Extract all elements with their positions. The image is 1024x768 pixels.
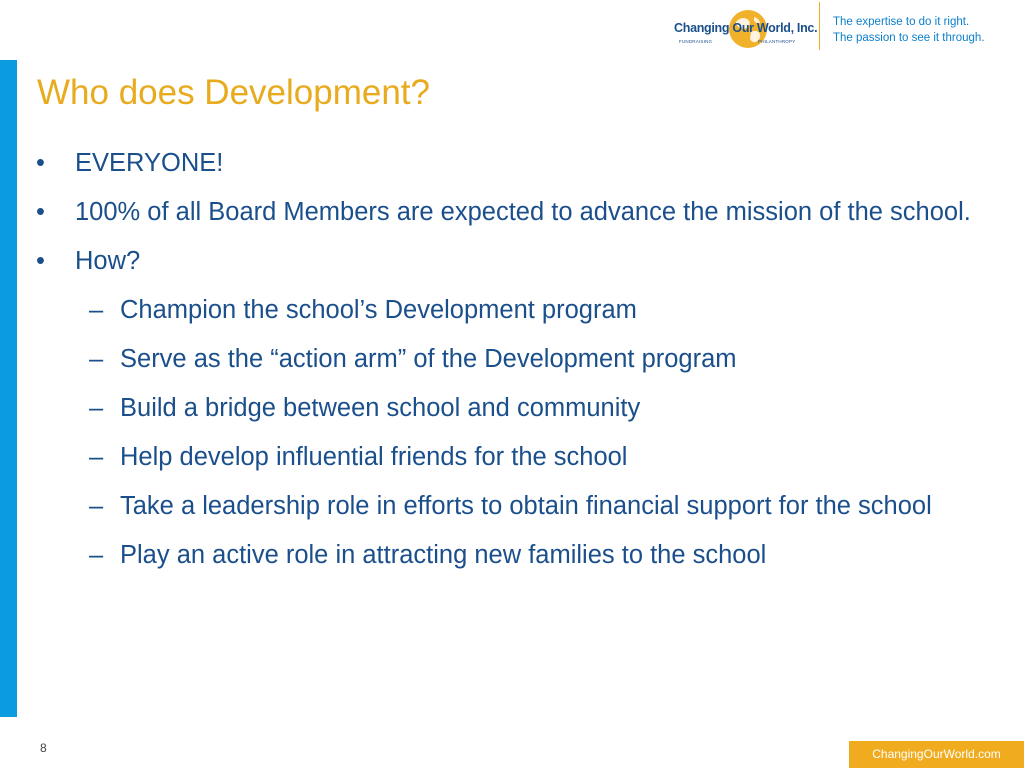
sub-bullet-item [36,437,986,477]
bullet-list [36,143,986,584]
logo-sub-philanthropy: PHILANTHROPY [758,39,796,44]
sub-bullet-item [36,290,986,330]
bullet-item [36,143,986,183]
bullet-text: 100% of all Board Members are expected to advance the mission of the school. [75,198,971,226]
sub-bullet-marker: – [89,541,104,569]
sub-bullet-text: Build a bridge between school and community [120,394,641,422]
bullet-item [36,192,986,232]
bullet-text: How? [75,247,141,275]
page-number: 8 [40,741,47,755]
sub-bullet-text: Champion the school’s Development program [120,296,637,324]
bullet-marker: • [36,247,45,275]
bullet-item [36,241,986,281]
tagline [833,14,985,46]
logo-wordmark: Changing Our World, Inc. [674,21,818,35]
tagline-line-2: The passion to see it through. [833,32,985,44]
sub-bullet-text: Play an active role in attracting new families to the school [120,541,767,569]
sub-bullet-item [36,339,986,379]
sub-bullet-text: Take a leadership role in efforts to obtain financial support for the school [120,492,932,520]
company-logo [674,8,818,52]
sub-bullet-marker: – [89,443,104,471]
sub-bullet-item [36,535,986,575]
sub-bullet-marker: – [89,394,104,422]
slide-title: Who does Development? [37,73,430,112]
sub-bullet-marker: – [89,345,104,373]
sub-bullet-marker: – [89,492,104,520]
bullet-marker: • [36,149,45,177]
header-divider [819,2,820,50]
tagline-line-1: The expertise to do it right. [833,16,970,28]
sub-bullet-marker: – [89,296,104,324]
left-accent-bar [0,60,17,717]
bullet-marker: • [36,198,45,226]
sub-bullet-item [36,388,986,428]
sub-bullet-text: Help develop influential friends for the school [120,443,628,471]
footer-url-badge: ChangingOurWorld.com [849,741,1024,768]
logo-sub-fundraising: FUNDRAISING [679,39,713,44]
sub-bullet-text: Serve as the “action arm” of the Development program [120,345,737,373]
sub-bullet-item [36,486,986,526]
bullet-text: EVERYONE! [75,149,224,177]
